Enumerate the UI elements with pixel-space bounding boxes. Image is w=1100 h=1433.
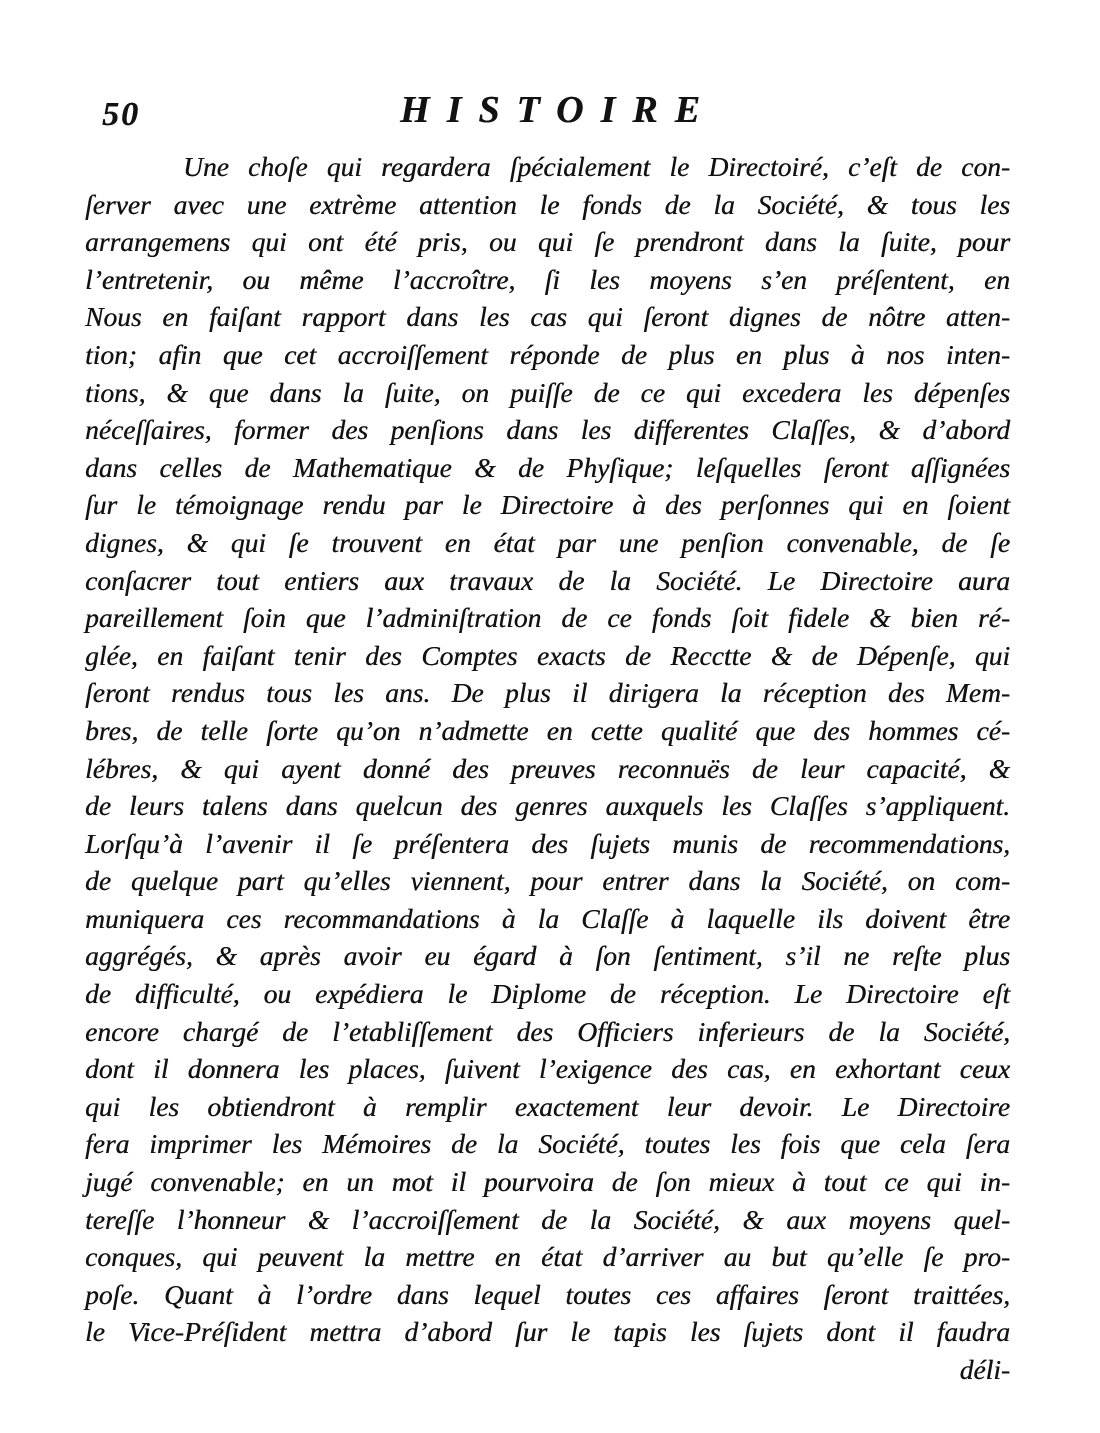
text-line: conſacrer tout entiers aux travaux de la Société. Le Directoire aura (85, 564, 1010, 596)
text-line: ſerver avec une extrème attention le fonds de la Société, & tous les (85, 188, 1010, 220)
text-line: tion; afin que cet accroiſſement réponde de plus en plus à nos inten- (85, 338, 1010, 370)
text-line: glée, en faiſant tenir des Comptes exacts de Recctte & de Dépenſe, qui (85, 639, 1010, 671)
text-line: Nous en faiſant rapport dans les cas qui ſeront dignes de nôtre atten- (85, 301, 1010, 333)
text-line: dans celles de Mathematique & de Phyſique; leſquelles ſeront aſſignées (85, 451, 1010, 483)
text-line: de quelque part qu’elles viennent, pour entrer dans la Société, on com- (85, 865, 1010, 897)
body-paragraph (85, 148, 1010, 1389)
text-line: tereſſe l’honneur & l’accroiſſement de la Société, & aux moyens quel- (85, 1203, 1010, 1235)
text-line: qui les obtiendront à remplir exactement leur devoir. Le Directoire (85, 1090, 1010, 1122)
text-line: pareillement ſoin que l’adminiſtration de ce fonds ſoit fidele & bien ré- (85, 602, 1010, 634)
text-line: conques, qui peuvent la mettre en état d’arriver au but qu’elle ſe pro- (85, 1241, 1010, 1273)
text-line: ſur le témoignage rendu par le Directoire à des perſonnes qui en ſoient (85, 489, 1010, 521)
text-line: dignes, & qui ſe trouvent en état par une penſion convenable, de ſe (85, 526, 1010, 558)
text-line: de leurs talens dans quelcun des genres auxquels les Claſſes s’appliquent. (85, 790, 1010, 822)
text-line: lébres, & qui ayent donné des preuves reconnuës de leur capacité, & (85, 752, 1010, 784)
text-line: arrangemens qui ont été pris, ou qui ſe prendront dans la ſuite, pour (85, 226, 1010, 258)
text-line: Lorſqu’à l’avenir il ſe préſentera des ſujets munis de recommendations, (85, 827, 1010, 859)
text-line: muniquera ces recommandations à la Claſſe à laquelle ils doivent être (85, 902, 1010, 934)
text-line: bres, de telle ſorte qu’on n’admette en cette qualité que des hommes cé- (85, 714, 1010, 746)
text-line: ſeront rendus tous les ans. De plus il dirigera la réception des Mem- (85, 677, 1010, 709)
text-line: fera imprimer les Mémoires de la Société, toutes les fois que cela ſera (85, 1128, 1010, 1160)
paragraph-lines (85, 148, 1010, 1351)
catchword: déli- (959, 1354, 1010, 1385)
text-line: néceſſaires, former des penſions dans les differentes Claſſes, & d’abord (85, 414, 1010, 446)
page-number: 50 (102, 96, 140, 133)
running-title: HISTOIRE (400, 89, 717, 131)
text-line: aggrégés, & après avoir eu égard à ſon ſentiment, s’il ne reſte plus (85, 940, 1010, 972)
text-line: de difficulté, ou expédiera le Diplome de réception. Le Directoire eſt (85, 978, 1010, 1010)
text-line: poſe. Quant à l’ordre dans lequel toutes ces affaires ſeront traittées, (85, 1278, 1010, 1310)
text-line: le Vice-Préſident mettra d’abord ſur le tapis les ſujets dont il faudra (85, 1316, 1010, 1348)
text-line: l’entretenir, ou même l’accroître, ſi les moyens s’en préſentent, en (85, 263, 1010, 295)
text-line: Une choſe qui regardera ſpécialement le Directoiré, c’eſt de con- (183, 151, 1010, 182)
text-line: dont il donnera les places, ſuivent l’exigence des cas, en exhortant ceux (85, 1053, 1010, 1085)
text-line: encore chargé de l’etabliſſement des Officiers inferieurs de la Société, (85, 1015, 1010, 1047)
text-line: jugé convenable; en un mot il pourvoira de ſon mieux à tout ce qui in- (85, 1166, 1010, 1198)
text-line: tions, & que dans la ſuite, on puiſſe de ce qui excedera les dépenſes (85, 376, 1010, 408)
